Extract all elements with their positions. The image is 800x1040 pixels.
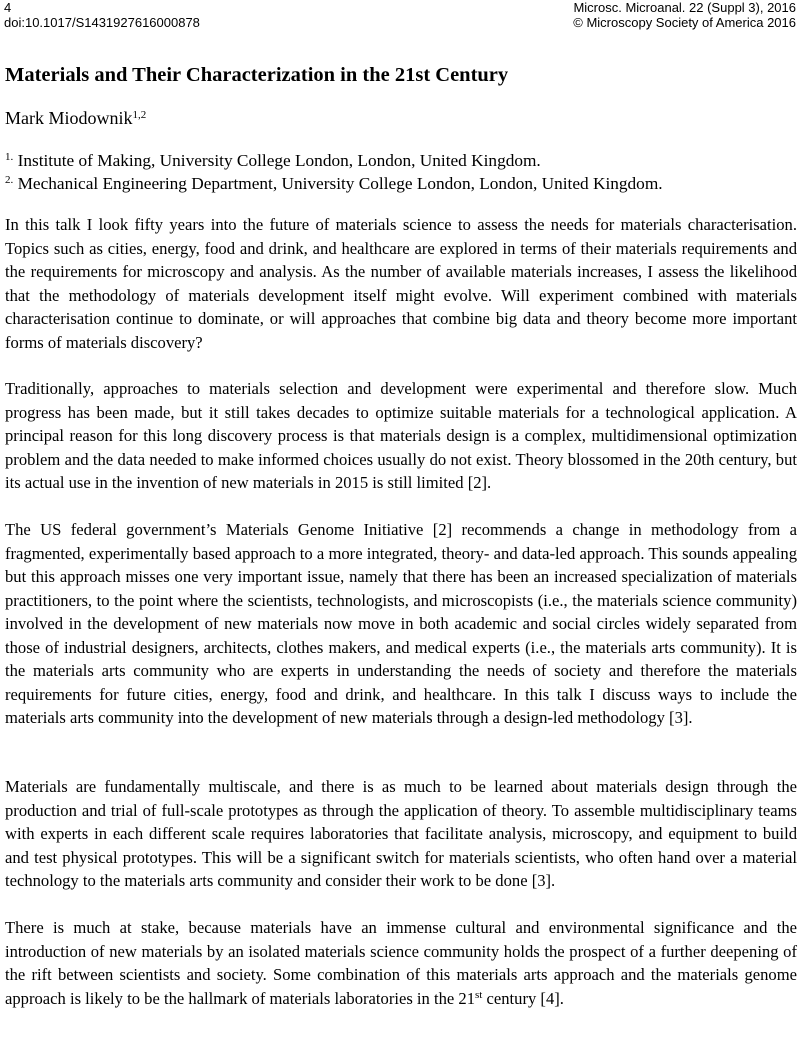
doi: doi:10.1017/S1431927616000878 xyxy=(4,15,200,30)
body-paragraph-5-ending: century [4]. xyxy=(482,988,564,1008)
century-suffix: st xyxy=(475,988,483,1001)
body-paragraph-5-text: There is much at stake, because materials have an immense cultural and environmental significance and the introduction of new materials by an isolated materials science community holds the prospect of a further deepening of the rift between scientists and society. Some combination of this materials arts approach and the materials genome approach is likely to be the hallmark of materials laboratories in the xyxy=(5,918,797,1008)
body-paragraph-2: Traditionally, approaches to materials selection and development were experimental and therefore slow. Much progress has been made, but it still takes decades to optimize suitable materials for a technological application. A principal reason for this long discovery process is that materials design is a complex, multidimensional optimization problem and the data needed to make informed choices usually do not exist. Theory blossomed in the 20th century, but its actual use in the invention of new materials in 2015 is still limited [2]. xyxy=(5,379,797,492)
body-paragraph-4: Materials are fundamentally multiscale, and there is as much to be learned about materials design through the production and trial of full-scale prototypes as through the application of theory. To assemble multidisciplinary teams with experts in each different scale requires laboratories that facilitate analysis, microscopy, and equipment to build and test physical prototypes. This will be a significant switch for materials scientists, who often hand over a material technology to the materials arts community and consider their work to be done [3]. xyxy=(5,777,797,890)
affiliation-1 xyxy=(5,149,541,173)
affiliation-2-mark: 2. xyxy=(5,174,14,186)
century-number: 21 xyxy=(458,988,476,1008)
page-number: 4 xyxy=(4,0,12,15)
body-paragraph-3: The US federal government’s Materials Genome Initiative [2] recommends a change in methodology from a fragmented, experimentally based approach to a more integrated, theory- and data-led approach. This sounds appealing but this approach misses one very important issue, namely that there has been an increased specialization of materials practitioners, to the point where the scientists, technologists, and microscopists (i.e., the materials science community) involved in the development of new materials now move in both academic and social circles widely separated from those of industrial designers, architects, clothes makers, and medical experts (i.e., the materials arts community). It is the materials arts community who are experts in understanding the needs of society and therefore the materials requirements for future cities, energy, food and drink, and healthcare. In this talk I discuss ways to include the materials arts community into the development of new materials through a design-led methodology [3]. xyxy=(5,520,797,727)
author-name: Mark Miodownik xyxy=(5,108,133,128)
affiliation-2 xyxy=(5,172,663,196)
affiliation-1-mark: 1. xyxy=(5,151,14,163)
paper-title: Materials and Their Characterization in the 21st Century xyxy=(5,64,509,86)
copyright-notice: © Microscopy Society of America 2016 xyxy=(573,15,796,30)
author-line xyxy=(5,106,146,130)
body-paragraph-1: In this talk I look fifty years into the future of materials science to assess the needs for materials characterisation. Topics such as cities, energy, food and drink, and healthcare are explored in terms of their materials requirements and the requirements for microscopy and analysis. As the number of available materials increases, I assess the likelihood that the methodology of materials development itself might evolve. Will experiment combined with materials characterisation continue to dominate, or will approaches that combine big data and theory become more important forms of materials discovery? xyxy=(5,215,797,352)
affiliation-1-text: Institute of Making, University College London, London, United Kingdom. xyxy=(13,151,541,170)
author-affiliation-marks: 1,2 xyxy=(132,109,147,121)
journal-citation: Microsc. Microanal. 22 (Suppl 3), 2016 xyxy=(573,0,796,15)
body-paragraph-5 xyxy=(5,916,797,1010)
affiliation-2-text: Mechanical Engineering Department, University College London, London, United Kingdom. xyxy=(13,174,663,193)
